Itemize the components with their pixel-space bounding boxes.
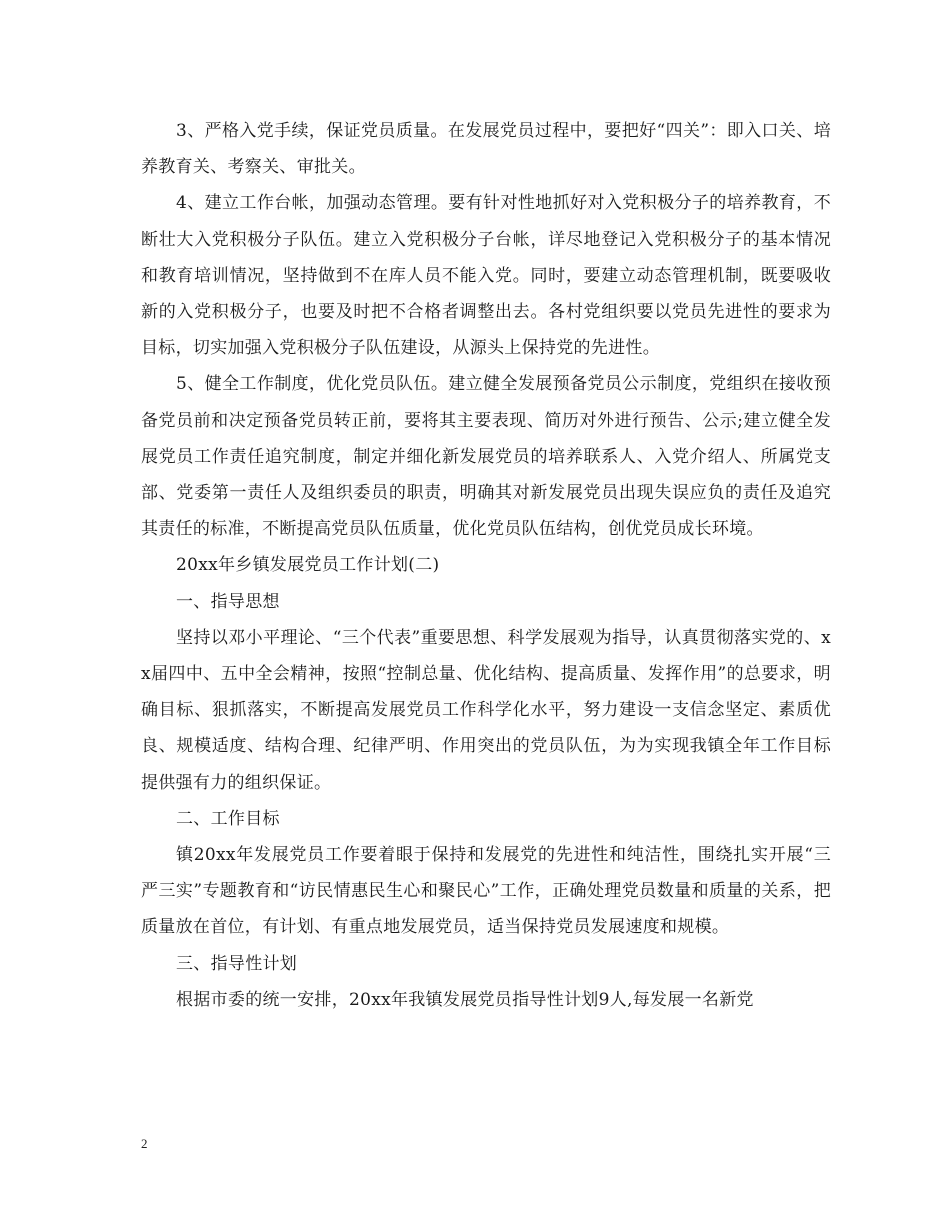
section-title: 20xx年乡镇发展党员工作计划(二) <box>176 555 440 576</box>
paragraph-item-5: 5、健全工作制度，优化党员队伍。建立健全发展预备党员公示制度，党组织在接收预备党员前和决定预备党员转正前，要将其主要表现、简历对外进行预告、公示;建立健全发展党员工作责任追究制度，制定并细化新发展党员的培养联系人、入党介绍人、所属党支部、党委第一责任人及组织委员的职责，明确其对新发展党员出现失误应负的责任及追究其责任的标准，不断提高党员队伍质量，优化党员队伍结构，创优党员成长环境。 <box>141 374 831 540</box>
paragraph-item-4: 4、建立工作台帐，加强动态管理。要有针对性地抓好对入党积极分子的培养教育，不断壮大入党积极分子队伍。建立入党积极分子台帐，详尽地登记入党积极分子的基本情况和教育培训情况，坚持做到不在库人员不能入党。同时，要建立动态管理机制，既要吸收新的入党积极分子，也要及时把不合格者调整出去。各村党组织要以党员先进性的要求为目标，切实加强入党积极分子队伍建设，从源头上保持党的先进性。 <box>141 193 831 359</box>
paragraph-work-goals: 镇20xx年发展党员工作要着眼于保持和发展党的先进性和纯洁性，围绕扎实开展“三严三实”专题教育和“访民情惠民生心和聚民心”工作，正确处理党员数量和质量的关系，把质量放在首位，有计划、有重点地发展党员，适当保持党员发展速度和规模。 <box>141 845 831 938</box>
paragraph-item-3: 3、严格入党手续，保证党员质量。在发展党员过程中，要把好“四关”：即入口关、培养教育关、考察关、审批关。 <box>141 121 831 178</box>
paragraph-guiding-plan: 根据市委的统一安排，20xx年我镇发展党员指导性计划9人,每发展一名新党 <box>176 989 754 1010</box>
heading-guiding-plan: 三、指导性计划 <box>176 953 298 974</box>
heading-work-goals: 二、工作目标 <box>176 808 280 829</box>
heading-guiding-ideology: 一、指导思想 <box>176 591 280 612</box>
page-number: 2 <box>141 1136 148 1151</box>
paragraph-guiding-ideology: 坚持以邓小平理论、“三个代表”重要思想、科学发展观为指导，认真贯彻落实党的、xx届四中、五中全会精神，按照“控制总量、优化结构、提高质量、发挥作用”的总要求，明确目标、狠抓落实，不断提高发展党员工作科学化水平，努力建设一支信念坚定、素质优良、规模适度、结构合理、纪律严明、作用突出的党员队伍，为为实现我镇全年工作目标提供强有力的组织保证。 <box>141 627 831 793</box>
document-body <box>141 113 831 1018</box>
